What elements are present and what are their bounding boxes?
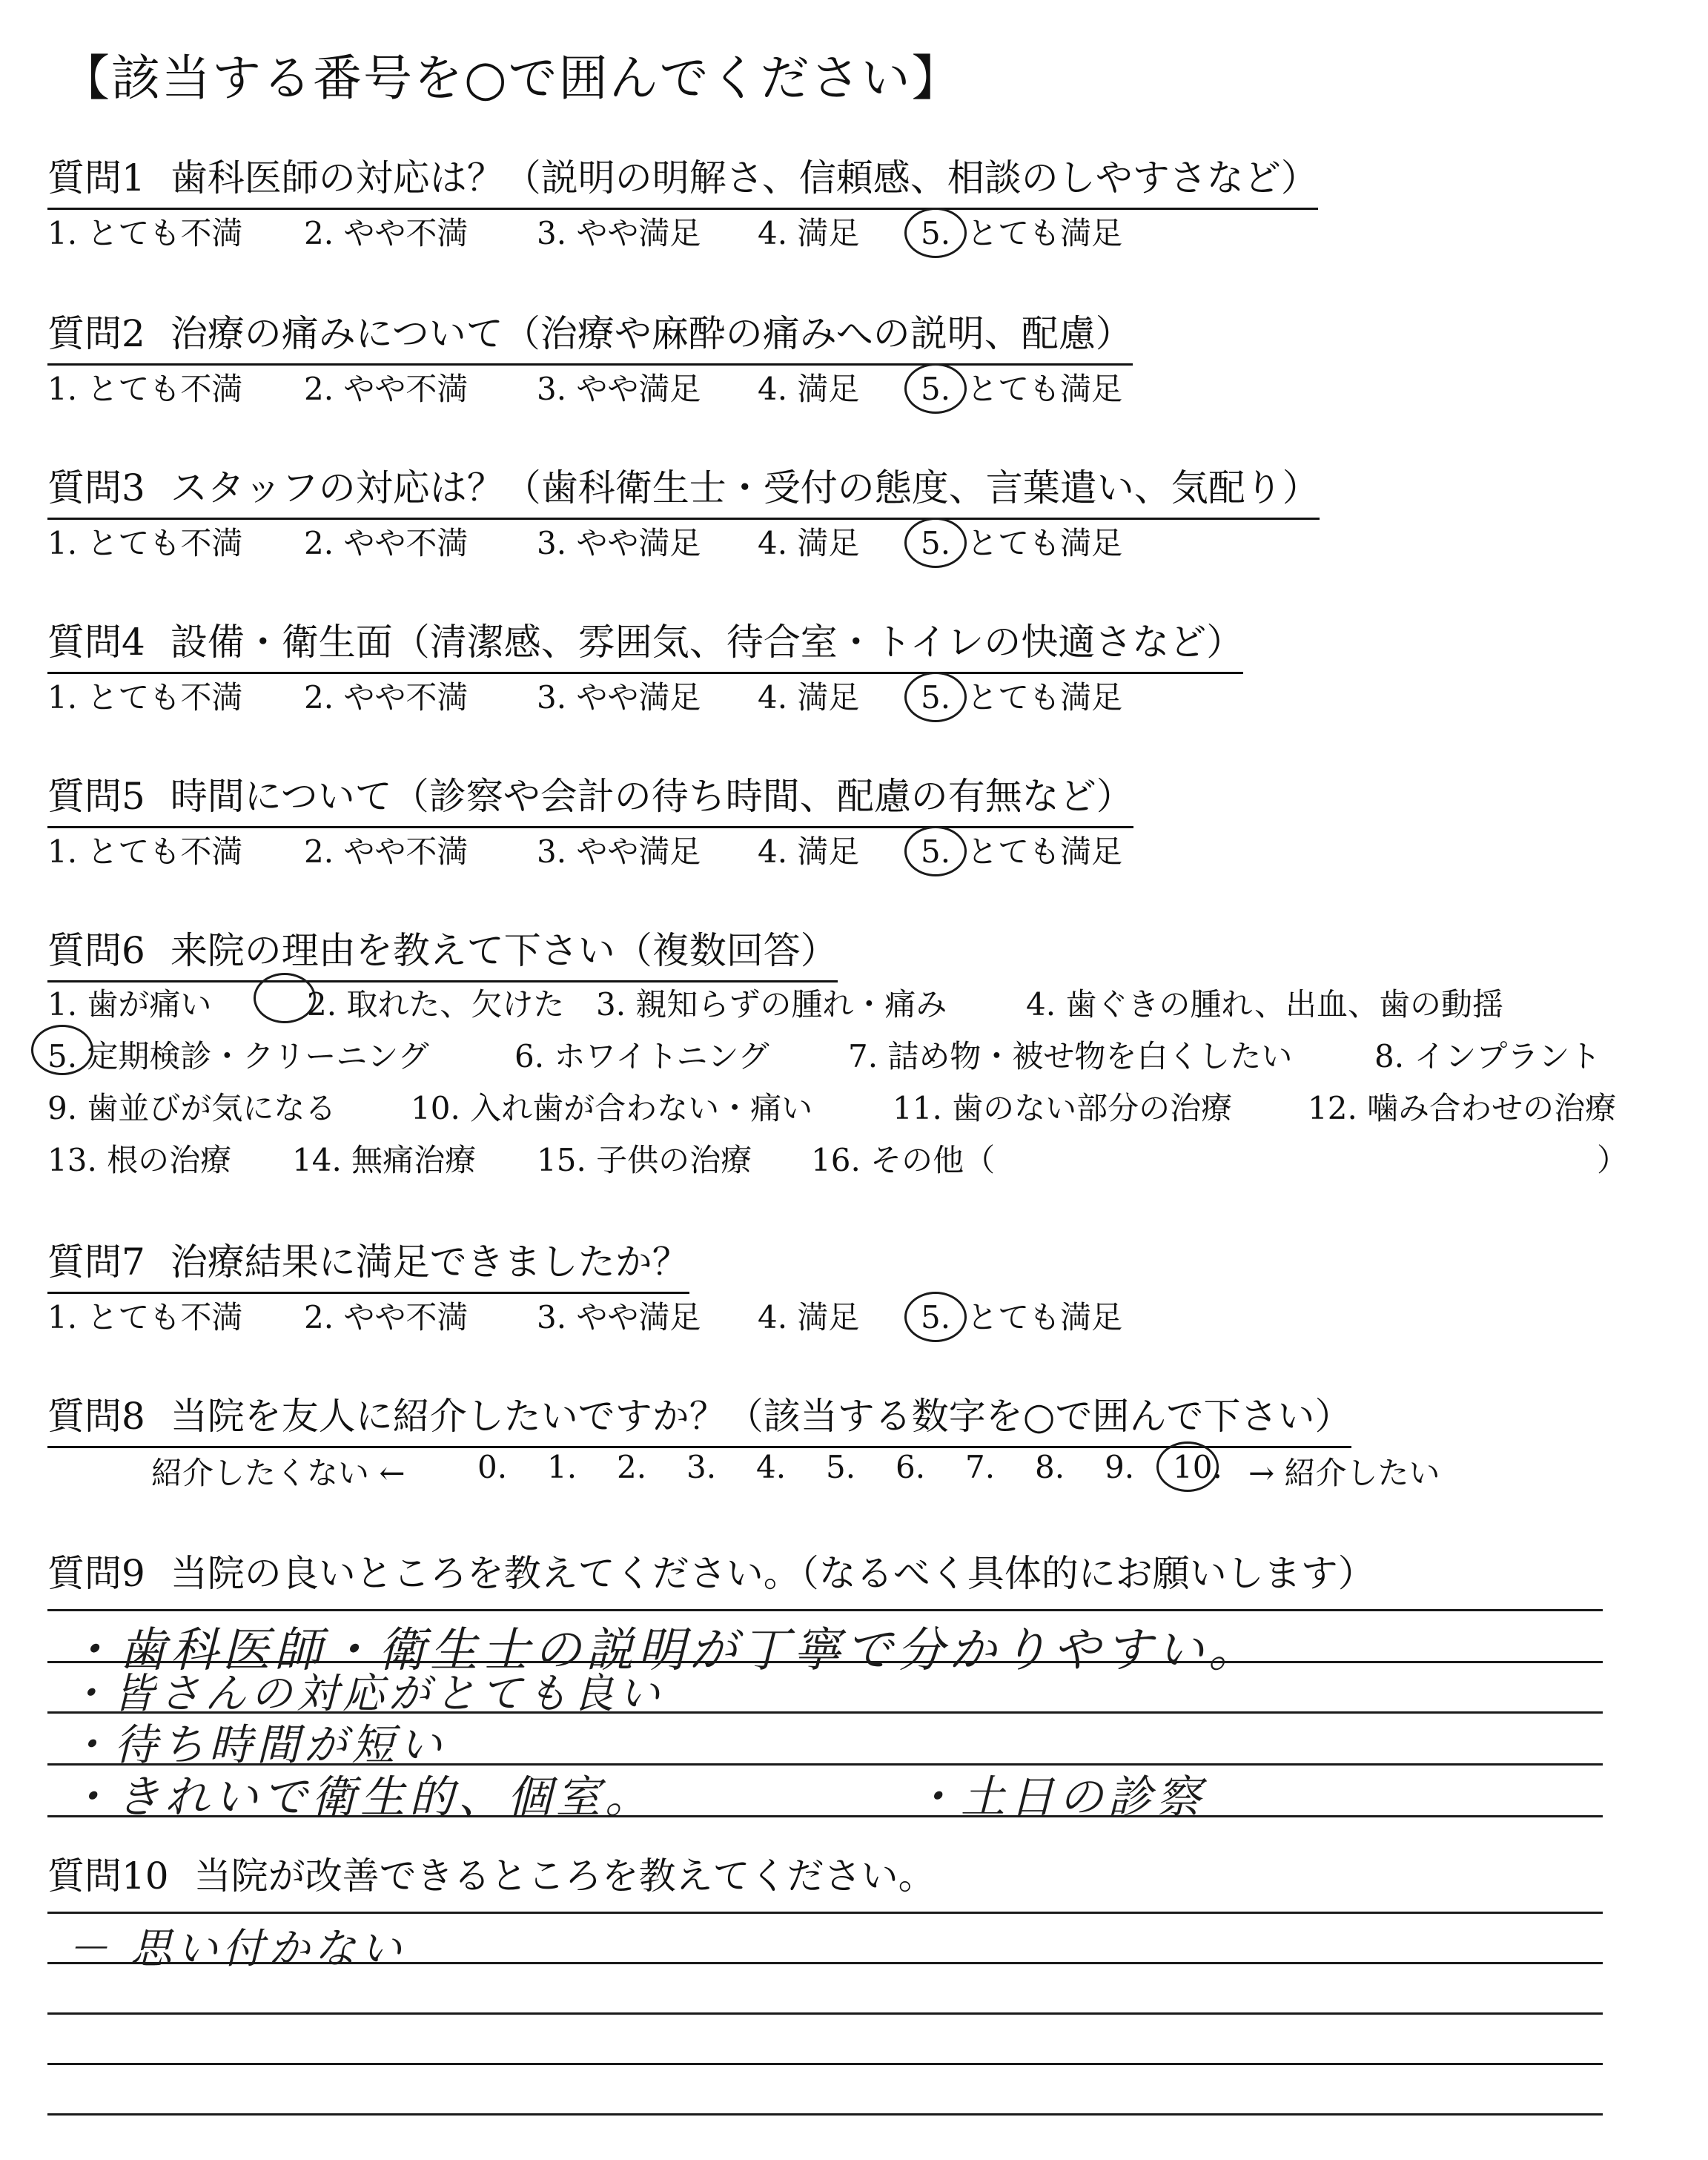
scale-right-label: → 紹介したい	[1248, 1455, 1440, 1491]
reason-9[interactable]: 9. 歯並びが気になる	[47, 1090, 337, 1126]
option-1[interactable]: 1. とても不満	[47, 1299, 243, 1335]
question-number: 質問5	[47, 775, 145, 818]
option-2[interactable]: 2. やや不満	[304, 371, 469, 407]
scale-3[interactable]: 3.	[686, 1449, 717, 1485]
page-title: 【該当する番号を○で囲んでください】	[61, 50, 962, 107]
option-5-selected[interactable]: 5. とても満足	[921, 525, 1123, 561]
option-1[interactable]: 1. とても不満	[47, 833, 243, 870]
scale-6[interactable]: 6.	[896, 1449, 926, 1485]
scale-8[interactable]: 8.	[1035, 1449, 1065, 1485]
option-1[interactable]: 1. とても不満	[47, 371, 243, 407]
question-text: 当院を友人に紹介したいですか？（該当する数字を○で囲んで下さい）	[170, 1395, 1352, 1438]
reason-1[interactable]: 1. 歯が痛い	[47, 986, 212, 1023]
question-text: スタッフの対応は？（歯科衛生士・受付の態度、言葉遣い、気配り）	[170, 466, 1320, 509]
scale-7[interactable]: 7.	[965, 1449, 996, 1485]
question-text: 当院が改善できるところを教えてください。	[193, 1855, 936, 1898]
reason-3[interactable]: 3. 親知らずの腫れ・痛み	[596, 986, 947, 1023]
option-3[interactable]: 3. やや満足	[537, 679, 701, 716]
q9-answer-4[interactable]: ・きれいで衛生的、個室。	[67, 1771, 654, 1823]
question-text: 時間について（診察や会計の待ち時間、配慮の有無など）	[170, 775, 1133, 818]
scale-4[interactable]: 4.	[756, 1449, 787, 1485]
question-7-title	[47, 1232, 689, 1294]
q10-answer-1[interactable]: － 思い付かない	[67, 1925, 406, 1973]
question-number: 質問9	[47, 1552, 145, 1595]
option-3[interactable]: 3. やや満足	[537, 215, 701, 251]
option-1[interactable]: 1. とても不満	[47, 679, 243, 716]
option-5-selected[interactable]: 5. とても満足	[921, 215, 1123, 251]
option-1[interactable]: 1. とても不満	[47, 215, 243, 251]
reason-2[interactable]: 2. 取れた、欠けた	[307, 986, 565, 1023]
option-5-selected[interactable]: 5. とても満足	[921, 1299, 1123, 1335]
question-6-title	[47, 921, 838, 982]
reason-10[interactable]: 10. 入れ歯が合わない・痛い	[411, 1090, 813, 1126]
reason-15[interactable]: 15. 子供の治療	[537, 1142, 752, 1178]
answer-line	[47, 1912, 1603, 1914]
question-4-title	[47, 612, 1243, 674]
reason-4[interactable]: 4. 歯ぐきの腫れ、出血、歯の動揺	[1026, 986, 1503, 1023]
question-text: 設備・衛生面（清潔感、雰囲気、待合室・トイレの快適さなど）	[170, 621, 1244, 664]
scale-left-label: 紹介したくない ←	[151, 1455, 406, 1491]
q9-answer-1[interactable]: ・歯科医師・衛生士の説明が丁寧で分かりやすい。	[67, 1623, 1260, 1678]
option-1[interactable]: 1. とても不満	[47, 525, 243, 561]
question-number: 質問8	[47, 1395, 145, 1438]
option-4[interactable]: 4. 満足	[758, 215, 860, 251]
scale-1[interactable]: 1.	[547, 1449, 577, 1485]
option-3[interactable]: 3. やや満足	[537, 1299, 701, 1335]
option-5-selected[interactable]: 5. とても満足	[921, 679, 1123, 716]
reason-8[interactable]: 8. インプラント	[1374, 1038, 1601, 1074]
answer-line	[47, 2063, 1603, 2065]
reason-13[interactable]: 13. 根の治療	[47, 1142, 232, 1178]
reason-11[interactable]: 11. 歯のない部分の治療	[893, 1090, 1233, 1126]
question-number: 質問1	[47, 156, 145, 199]
scale-0[interactable]: 0.	[477, 1449, 508, 1485]
option-2[interactable]: 2. やや不満	[304, 833, 469, 870]
option-3[interactable]: 3. やや満足	[537, 525, 701, 561]
option-4[interactable]: 4. 満足	[758, 371, 860, 407]
option-4[interactable]: 4. 満足	[758, 679, 860, 716]
question-number: 質問10	[47, 1855, 169, 1898]
option-4[interactable]: 4. 満足	[758, 833, 860, 870]
option-5-selected[interactable]: 5. とても満足	[921, 833, 1123, 870]
reason-16[interactable]: 16. その他（	[811, 1142, 996, 1178]
option-2[interactable]: 2. やや不満	[304, 679, 469, 716]
question-text: 歯科医師の対応は？（説明の明解さ、信頼感、相談のしやすさなど）	[170, 156, 1318, 199]
question-number: 質問7	[47, 1241, 145, 1284]
reason-12[interactable]: 12. 噛み合わせの治療	[1308, 1090, 1617, 1126]
q9-answer-5[interactable]: ・土日の診察	[912, 1771, 1205, 1823]
reason-5[interactable]: 5. 定期検診・クリーニング	[47, 1038, 429, 1074]
question-number: 質問6	[47, 929, 145, 972]
answer-line	[47, 2012, 1603, 2015]
question-5-title	[47, 767, 1133, 828]
question-number: 質問4	[47, 621, 145, 664]
question-3-title	[47, 458, 1320, 520]
question-text: 当院の良いところを教えてください。（なるべく具体的にお願いします）	[170, 1552, 1375, 1595]
question-9-title	[47, 1544, 1375, 1603]
question-text: 来院の理由を教えて下さい（複数回答）	[170, 929, 838, 972]
option-3[interactable]: 3. やや満足	[537, 833, 701, 870]
option-2[interactable]: 2. やや不満	[304, 1299, 469, 1335]
q9-answer-3[interactable]: ・待ち時間が短い	[67, 1720, 447, 1770]
reason-6[interactable]: 6. ホワイトニング	[514, 1038, 769, 1074]
option-5-selected[interactable]: 5. とても満足	[921, 371, 1123, 407]
question-8-title	[47, 1387, 1351, 1448]
answer-line	[47, 1609, 1603, 1611]
question-number: 質問2	[47, 312, 145, 355]
scale-9[interactable]: 9.	[1105, 1449, 1135, 1485]
question-10-title	[47, 1846, 936, 1906]
option-2[interactable]: 2. やや不満	[304, 525, 469, 561]
q9-answer-2[interactable]: ・皆さんの対応がとても良い	[67, 1670, 664, 1718]
scale-10-selected[interactable]: 10.	[1173, 1449, 1222, 1485]
reason-14[interactable]: 14. 無痛治療	[292, 1142, 477, 1178]
question-2-title	[47, 304, 1133, 366]
option-3[interactable]: 3. やや満足	[537, 371, 701, 407]
question-1-title	[47, 148, 1318, 210]
close-paren: ）	[1597, 1142, 1629, 1178]
option-4[interactable]: 4. 満足	[758, 525, 860, 561]
question-number: 質問3	[47, 466, 145, 509]
question-text: 治療の痛みについて（治療や麻酔の痛みへの説明、配慮）	[170, 312, 1133, 355]
answer-line	[47, 2113, 1603, 2116]
option-2[interactable]: 2. やや不満	[304, 215, 469, 251]
reason-7[interactable]: 7. 詰め物・被せ物を白くしたい	[848, 1038, 1293, 1074]
option-4[interactable]: 4. 満足	[758, 1299, 860, 1335]
scale-5[interactable]: 5.	[826, 1449, 856, 1485]
scale-2[interactable]: 2.	[617, 1449, 647, 1485]
question-text: 治療結果に満足できましたか？	[170, 1241, 689, 1284]
